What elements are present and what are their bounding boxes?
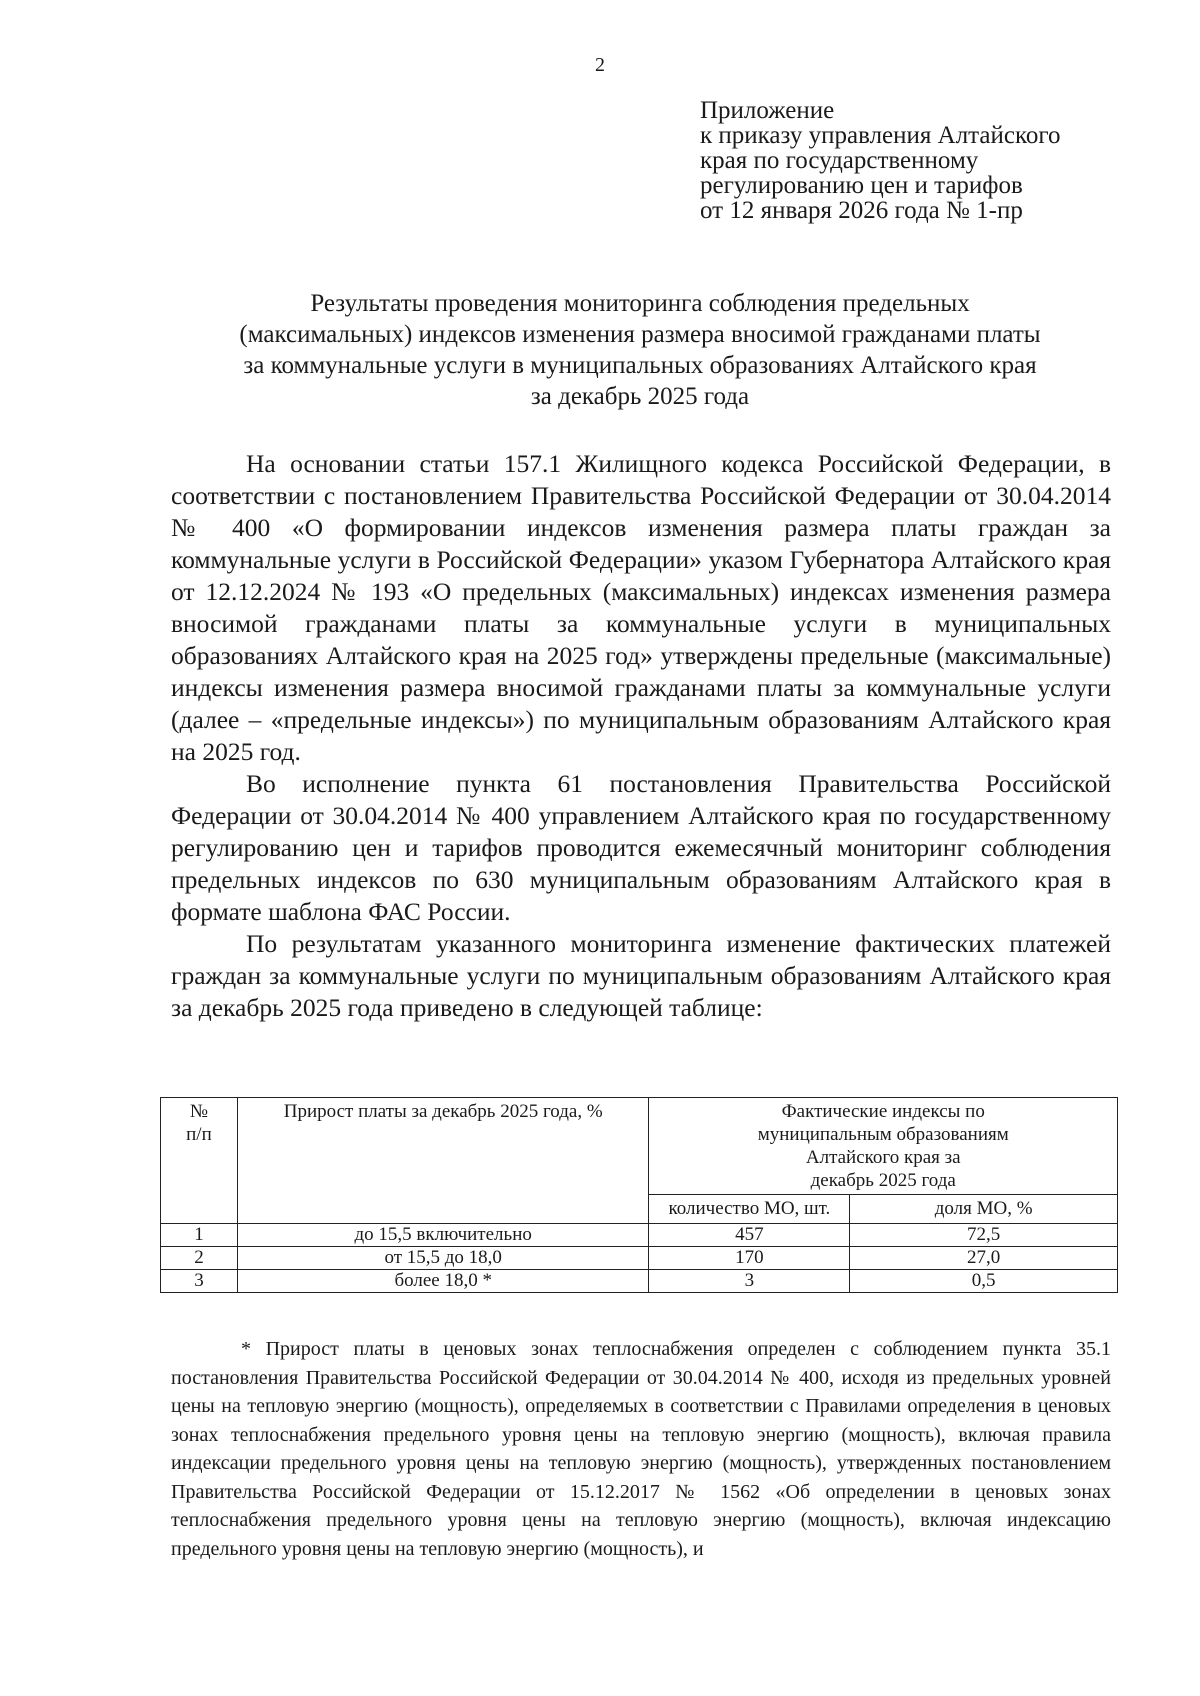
results-table — [160, 1097, 1118, 1293]
cell-range: более 18,0 * — [237, 1270, 649, 1293]
cell-share: 27,0 — [850, 1247, 1118, 1270]
table-row — [161, 1270, 1118, 1293]
cell-count: 3 — [649, 1270, 850, 1293]
table-header-row — [161, 1098, 1118, 1195]
table-row — [161, 1224, 1118, 1247]
cell-range: от 15,5 до 18,0 — [237, 1247, 649, 1270]
appendix-line: Приложение — [700, 97, 835, 124]
cell-number: 2 — [161, 1247, 238, 1270]
appendix-header — [700, 98, 1160, 223]
header-number: № п/п — [161, 1098, 238, 1224]
cell-count: 170 — [649, 1247, 850, 1270]
document-body — [171, 448, 1111, 1024]
cell-number: 1 — [161, 1224, 238, 1247]
appendix-line: к приказу управления Алтайского — [700, 122, 1061, 149]
title-line: за коммунальные услуги в муниципальных образованиях Алтайского края — [243, 352, 1037, 379]
cell-count: 457 — [649, 1224, 850, 1247]
cell-share: 0,5 — [850, 1270, 1118, 1293]
body-paragraph-results: По результатам указанного мониторинга изменение фактических платежей граждан за коммунальные услуги по муниципальным образованиям Алтайского края за декабрь 2025 года приведено в следующей таблице: — [171, 929, 1111, 1022]
cell-range: до 15,5 включительно — [237, 1224, 649, 1247]
document-title — [160, 288, 1120, 412]
appendix-line: от 12 января 2026 года № 1-пр — [700, 197, 1023, 224]
cell-share: 72,5 — [850, 1224, 1118, 1247]
title-line: Результаты проведения мониторинга соблюдения предельных — [310, 290, 970, 317]
header-actual-indices: Фактические индексы по муниципальным образованиям Алтайского края за декабрь 2025 года — [649, 1098, 1118, 1195]
header-count: количество МО, шт. — [649, 1195, 850, 1224]
header-share: доля МО, % — [850, 1195, 1118, 1224]
appendix-line: регулированию цен и тарифов — [700, 172, 1023, 199]
body-paragraph-monitoring: Во исполнение пункта 61 постановления Правительства Российской Федерации от 30.04.2014 № 400 управлением Алтайского края по государственному регулированию цен и тарифов проводится ежемесячный мониторинг соблюдения предельных индексов по 630 муниципальным образованиям Алтайского края в формате шаблона ФАС России. — [171, 769, 1111, 926]
body-paragraph-basis: На основании статьи 157.1 Жилищного кодекса Российской Федерации, в соответствии с постановлением Правительства Российской Федерации от 30.04.2014 № 400 «О формировании индексов изменения размера платы граждан за коммунальные услуги в Российской Федерации» указом Губернатора Алтайского края от 12.12.2024 № 193 «О предельных (максимальных) индексах изменения размера вносимой гражданами платы за коммунальные услуги в муниципальных образованиях Алтайского края на 2025 год» утверждены предельные (максимальные) индексы изменения размера вносимой гражданами платы за коммунальные услуги (далее – «предельные индексы») по муниципальным образованиям Алтайского края на 2025 год. — [171, 449, 1111, 766]
cell-number: 3 — [161, 1270, 238, 1293]
title-line: за декабрь 2025 года — [530, 383, 750, 410]
table-row — [161, 1247, 1118, 1270]
appendix-line: края по государственному — [700, 147, 979, 174]
header-growth: Прирост платы за декабрь 2025 года, % — [237, 1098, 649, 1224]
title-line: (максимальных) индексов изменения размера вносимой гражданами платы — [239, 321, 1041, 348]
footnote: * Прирост платы в ценовых зонах теплоснабжения определен с соблюдением пункта 35.1 постановления Правительства Российской Федерации от 30.04.2014 № 400, исходя из предельных уровней цены на тепловую энергию (мощность), определяемых в соответствии с Правилами определения в ценовых зонах теплоснабжения предельного уровня цены на тепловую энергию (мощность), включая правила индексации предельного уровня цены на тепловую энергию (мощность), утвержденных постановлением Правительства Российской Федерации от 15.12.2017 № 1562 «Об определении в ценовых зонах теплоснабжения предельного уровня цены на тепловую энергию (мощность), включая индексацию предельного уровня цены на тепловую энергию (мощность), и — [171, 1338, 1111, 1560]
page-number: 2 — [595, 54, 605, 76]
